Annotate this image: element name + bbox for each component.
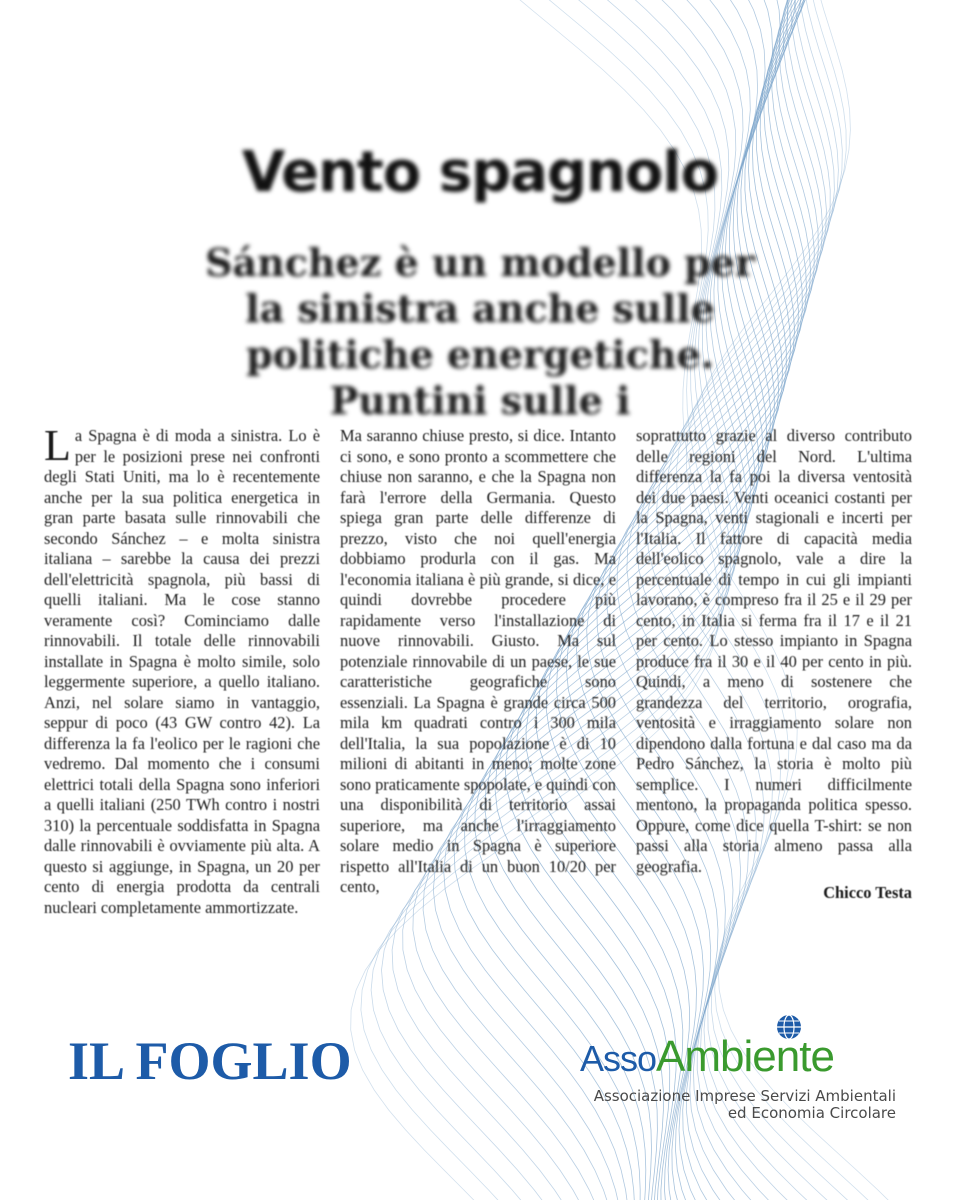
- assoambiente-main: Ambiente: [656, 1032, 834, 1081]
- drop-cap: L: [44, 421, 71, 470]
- assoambiente-tagline-1: Associazione Imprese Servizi Ambientali: [593, 1087, 896, 1105]
- author-byline: Chicco Testa: [823, 883, 912, 902]
- article-column-2-text: Ma saranno chiuse presto, si dice. Intanto ci sono, e sono pronto a scommettere che chiuse non saranno, e che la Spagna non farà l'errore della Germania. Questo spiega gran parte delle differenze di prezzo, visto che noi quell'energia dobbiamo produrla con il gas. Ma l'economia italiana è più grande, si dice, e quindi dovrebbe procedere più rapidamente verso l'installazione di nuove rinnovabili. Giusto. Ma sul potenziale rinnovabile di un paese, le sue caratteristiche geografiche sono essenziali. La Spagna è grande circa 500 mila km quadrati contro i 300 mila dell'Italia, la sua popolazione è di 10 milioni di abitanti in meno; molte zone sono praticamente spopolate, e quindi con una disponibilità di territorio assai superiore, ma anche l'irraggiamento solare medio in Spagna è superiore rispetto all'Italia di un buon 10/20 per cento,: [340, 426, 616, 896]
- subheadline: Sánchez è un modello per la sinistra anche sulle politiche energetiche. Puntini sulle i: [205, 240, 755, 423]
- assoambiente-prefix: Asso: [580, 1038, 657, 1079]
- article-column-1-text: a Spagna è di moda a sinistra. Lo è per le posizioni prese nei confronti degli Stati Uniti, ma lo è recentemente anche per la sua politica energetica in gran parte basata sulle rinnovabili che secondo Sánchez – e molta sinistra italiana – sarebbe la causa dei prezzi dell'elettricità spagnola, più bassi di quelli italiani. Ma le cose stanno veramente così? Cominciamo dalle rinnovabili. Il totale delle rinnovabili installate in Spagna è molto simile, solo leggermente superiore, a quello italiano. Anzi, nel solare siamo in vantaggio, seppur di poco (43 GW contro 42). La differenza la fa l'eolico per le ragioni che vedremo. Dal momento che i consumi elettrici totali della Spagna sono inferiori a quelli italiani (250 TWh contro i nostri 310) la percentuale soddisfatta in Spagna dalle rinnovabili è ovviamente più alta. A questo si aggiunge, in Spagna, un 20 per cento di energia prodotta da centrali nucleari completamente ammortizzate.: [44, 426, 320, 917]
- headline: Vento spagnolo: [241, 140, 719, 205]
- article-column-2: [340, 426, 616, 918]
- article-column-3: [636, 426, 912, 918]
- article-column-3-text: soprattutto grazie al diverso contributo delle regioni del Nord. L'ultima differenza la fa poi la diversa ventosità dei due paesi. Venti oceanici costanti per la Spagna, venti stagionali e incerti per l'Italia. Il fattore di capacità media dell'eolico spagnolo, vale a dire la percentuale di tempo in cui gli impianti lavorano, è compreso fra il 25 e il 29 per cento, in Italia si ferma fra il 17 e il 21 per cento. Lo stesso impianto in Spagna produce fra il 30 e il 40 per cento in più. Quindi, a meno di sostenere che grandezza del territorio, orografia, ventosità e irraggiamento solare non dipendono dalla fortuna e dal caso ma da Pedro Sánchez, la storia è molto più semplice. I numeri difficilmente mentono, la propaganda politica spesso. Oppure, come dice quella T-shirt: se non passi alla storia almeno passa alla geografia.: [636, 426, 912, 876]
- assoambiente-logo: [580, 1010, 910, 1122]
- il-foglio-logo: IL FOGLIO: [68, 1031, 352, 1091]
- assoambiente-tagline-2: ed Economia Circolare: [727, 1104, 896, 1122]
- article-body: [44, 421, 916, 918]
- article-column-1: [44, 421, 320, 918]
